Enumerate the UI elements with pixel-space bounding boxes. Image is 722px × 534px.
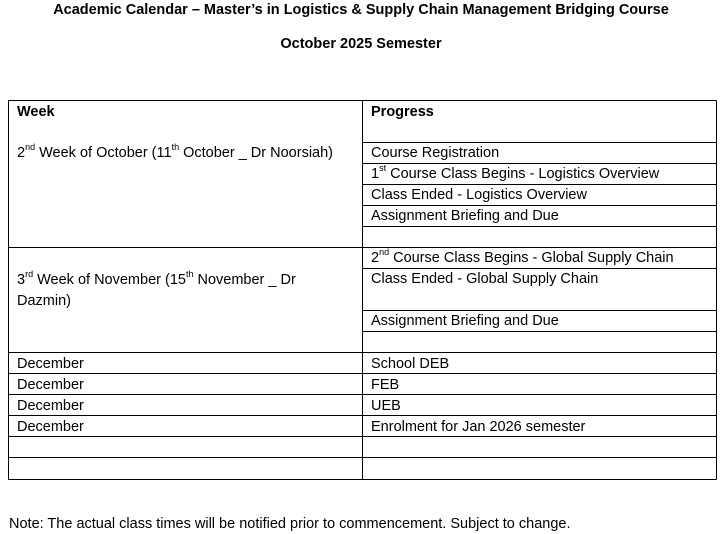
progress-cell-5: 2nd Course Class Begins - Global Supply Chain	[371, 247, 674, 266]
header-week: Week	[17, 104, 55, 120]
week-cell-2: 3rd Week of November (15th November _ Dr Dazmin)	[17, 269, 296, 309]
progress-cell-11: Enrolment for Jan 2026 semester	[371, 419, 586, 435]
week-cell-3: December	[17, 356, 84, 372]
progress-cell-6: Class Ended - Global Supply Chain	[371, 271, 599, 287]
week-cell-1: 2nd Week of October (11th October _ Dr Noorsiah)	[17, 142, 333, 161]
progress-cell-8: School DEB	[371, 356, 450, 372]
progress-cell-2: 1st Course Class Begins - Logistics Overview	[371, 163, 660, 182]
progress-cell-10: UEB	[371, 398, 401, 414]
progress-cell-3: Class Ended - Logistics Overview	[371, 187, 587, 203]
progress-cell-1: Course Registration	[371, 145, 500, 161]
header-progress: Progress	[371, 104, 434, 120]
progress-cell-7: Assignment Briefing and Due	[371, 313, 559, 329]
progress-cell-9: FEB	[371, 377, 400, 393]
week-cell-6: December	[17, 419, 84, 435]
footnote: Note: The actual class times will be notified prior to commencement. Subject to change.	[9, 516, 571, 532]
progress-cell-4: Assignment Briefing and Due	[371, 208, 559, 224]
week-cell-4: December	[17, 377, 84, 393]
week-cell-5: December	[17, 398, 84, 414]
document-subtitle: October 2025 Semester	[280, 36, 442, 52]
document-title: Academic Calendar – Master’s in Logistics & Supply Chain Management Bridging Course	[53, 2, 669, 18]
